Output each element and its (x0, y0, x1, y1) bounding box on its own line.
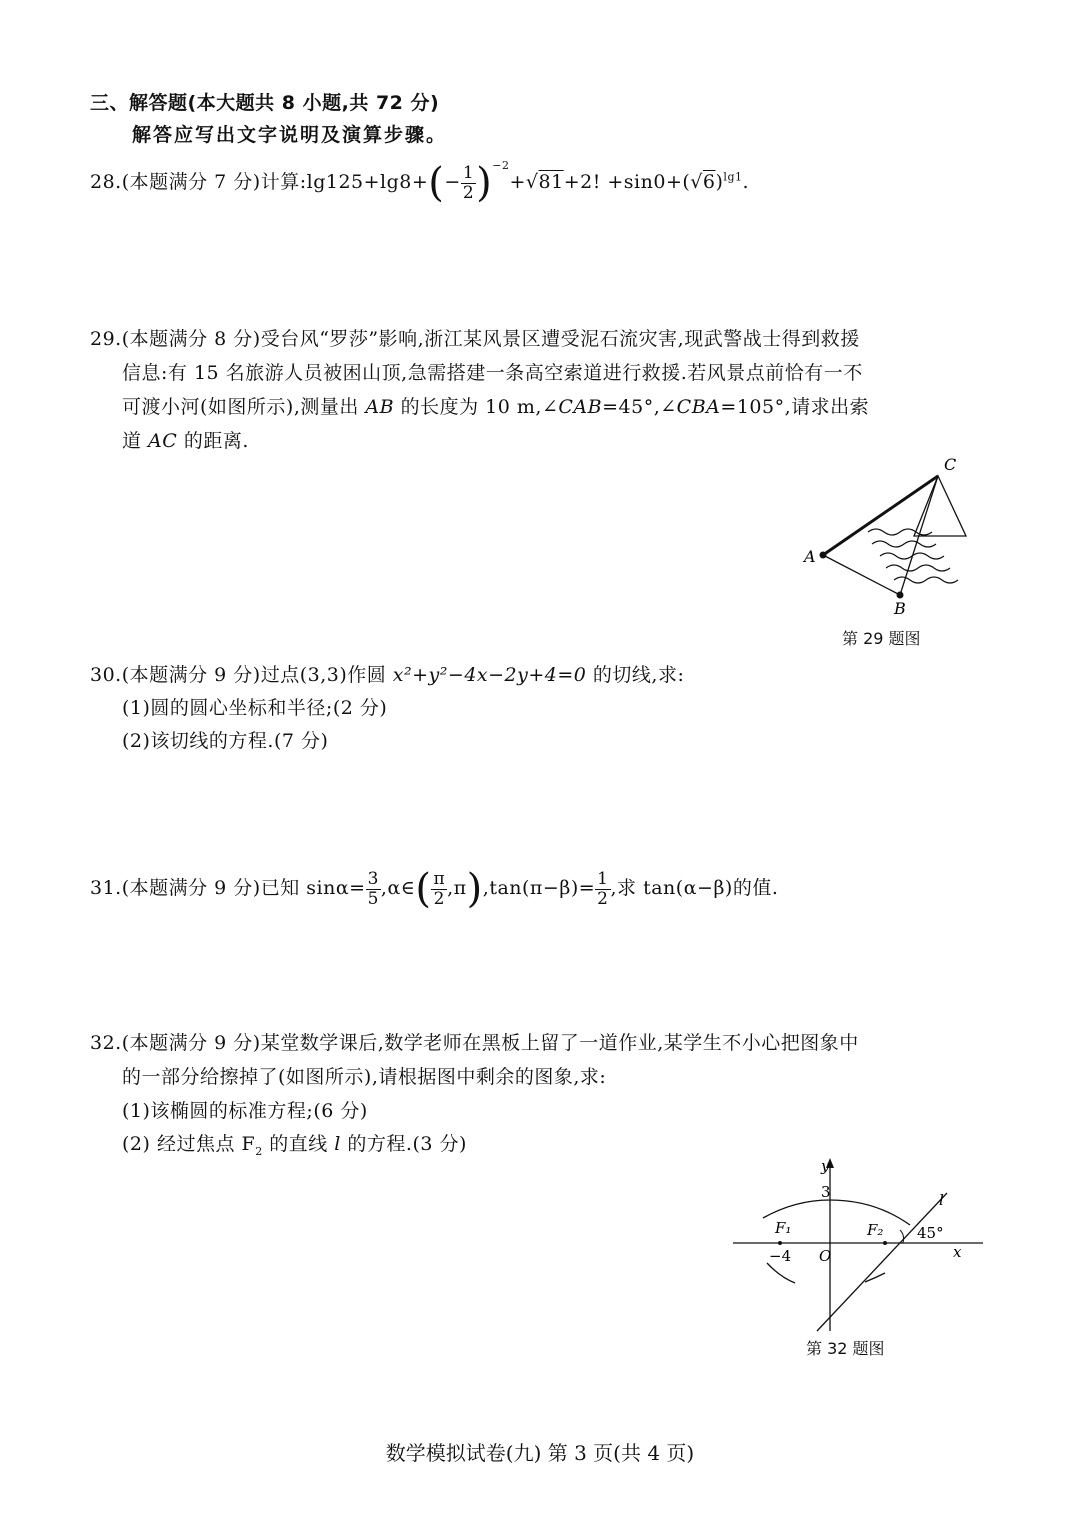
plus: + (509, 171, 526, 193)
segment-ac (823, 476, 938, 555)
point-a (820, 552, 827, 559)
question-32-part1: (1)该椭圆的标准方程;(6 分) (122, 1100, 368, 1122)
fraction-1-2: $\frac{1}{2}$ (597, 868, 609, 909)
period: . (742, 171, 750, 193)
label-neg4: −4 (769, 1247, 792, 1265)
q32-t1: (本题满分 9 分)某堂数学课后,数学老师在黑板上留了一道作业,某学生不小心把图象中 (121, 1032, 859, 1054)
fraction-pi-2: $\frac{\pi}{2}$ (433, 868, 446, 909)
exponent-lg1: lg1 (723, 170, 743, 184)
exponent: −2 (492, 158, 510, 172)
line-l (817, 1193, 947, 1331)
question-29-line4 (122, 426, 249, 453)
section-instruction: 解答应写出文字说明及演算步骤。 (132, 124, 448, 146)
label-x: x (953, 1243, 962, 1261)
q30-number: 30. (90, 664, 122, 686)
q28-head: (本题满分 7 分)计算:lg125+lg8+ (121, 171, 429, 193)
ellipse-arc-left (767, 1263, 795, 1283)
q29-t3b: 的长度为 10 m,∠ (394, 396, 559, 418)
focus-f2 (883, 1241, 887, 1245)
figure-29-caption: 第 29 题图 (842, 629, 921, 648)
question-30-line1 (90, 660, 684, 687)
label-a: A (804, 547, 816, 566)
q32-number: 32. (90, 1032, 122, 1054)
q28-tail1: +2! +sin0+( (563, 171, 691, 193)
q30-t1a: (本题满分 9 分)过点(3,3)作圆 (121, 664, 393, 686)
left-paren: ( (428, 160, 445, 206)
q32-sub: 2 (255, 1144, 263, 1158)
q31-b: ,α∈ (380, 877, 416, 899)
q29-t4a: 道 (122, 430, 149, 452)
q29-cba: CBA (676, 396, 721, 418)
figure-29 (790, 450, 990, 620)
question-32-part2 (122, 1129, 467, 1158)
q32-t2c: 的方程.(3 分) (340, 1133, 467, 1155)
q29-t3a: 可渡小河(如图所示),测量出 (122, 396, 366, 418)
q28-number: 28. (90, 171, 122, 193)
q32-l: l (334, 1133, 341, 1155)
q29-cab: CAB (558, 396, 603, 418)
q29-ab: AB (365, 396, 395, 418)
right-paren: ) (476, 160, 493, 206)
q30-t1b: 的切线,求: (586, 664, 685, 686)
label-y: y (821, 1157, 830, 1175)
q31-c: ,π (447, 877, 467, 899)
right-paren: ) (466, 866, 483, 912)
river-wave (886, 565, 950, 571)
label-b: B (894, 599, 906, 618)
section-heading: 三、解答题(本大题共 8 小题,共 72 分) (90, 92, 440, 114)
q31-d: ,tan(π−β)= (482, 877, 596, 899)
question-30-part2: (2)该切线的方程.(7 分) (122, 730, 329, 752)
question-29-line1 (90, 324, 860, 351)
fraction: $\frac{1}{2}$ (462, 162, 475, 203)
q29-t3c: =45°,∠ (602, 396, 677, 418)
focus-f1 (778, 1241, 782, 1245)
q32-t2b: 的直线 (262, 1133, 335, 1155)
segment-ab (823, 555, 900, 595)
q31-e: ,求 tan(α−β)的值. (610, 877, 779, 899)
q31-number: 31. (90, 877, 122, 899)
label-c: C (944, 455, 957, 474)
q29-number: 29. (90, 328, 122, 350)
question-32-line1 (90, 1028, 859, 1055)
q32-t2a: (2) 经过焦点 F (122, 1133, 256, 1155)
question-29-line3 (122, 392, 869, 419)
river-wave (868, 529, 932, 535)
label-l: l (939, 1191, 944, 1209)
river-wave (872, 541, 936, 547)
point-b (897, 592, 904, 599)
question-28: 28.(本题满分 7 分)计算:lg125+lg8+(− $\frac{1}{2}$ )$^{-2}$+√81+2! $+\sin 0+(√6)^{lg1}$. (90, 158, 750, 206)
label-f2: F₂ (867, 1221, 884, 1239)
fraction-3-5: $\frac{3}{5}$ (367, 868, 379, 909)
label-f1: F₁ (775, 1219, 792, 1237)
figure-32-caption: 第 32 题图 (806, 1339, 885, 1358)
q30-equation: x²+y²−4x−2y+4=0 (392, 664, 587, 686)
question-29-line2: 信息:有 15 名旅游人员被困山顶,急需搭建一条高空索道进行救援.若风景点前恰有一不 (122, 362, 863, 384)
q31-a: (本题满分 9 分)已知 sinα= (121, 877, 366, 899)
left-paren: ( (415, 866, 432, 912)
q29-text1: (本题满分 8 分)受台风“罗莎”影响,浙江某风景区遭受泥石流灾害,现武警战士得到救援 (121, 328, 860, 350)
label-45deg: 45° (917, 1224, 944, 1242)
question-30-part1: (1)圆的圆心坐标和半径;(2 分) (122, 697, 388, 719)
question-31 (90, 866, 778, 912)
sqrt-81: 81 (538, 171, 564, 193)
page-footer: 数学模拟试卷(九) 第 3 页(共 4 页) (385, 1441, 695, 1465)
label-o: O (819, 1247, 832, 1265)
q29-t3d: =105°,请求出索 (720, 396, 870, 418)
label-3: 3 (821, 1183, 831, 1201)
q29-t4b: 的距离. (177, 430, 249, 452)
sqrt-6: 6 (702, 171, 716, 193)
figure-32 (725, 1155, 990, 1335)
question-32-line2: 的一部分给擦掉了(如图所示),请根据图中剩余的图象,求: (122, 1066, 607, 1088)
q29-ac: AC (148, 430, 178, 452)
